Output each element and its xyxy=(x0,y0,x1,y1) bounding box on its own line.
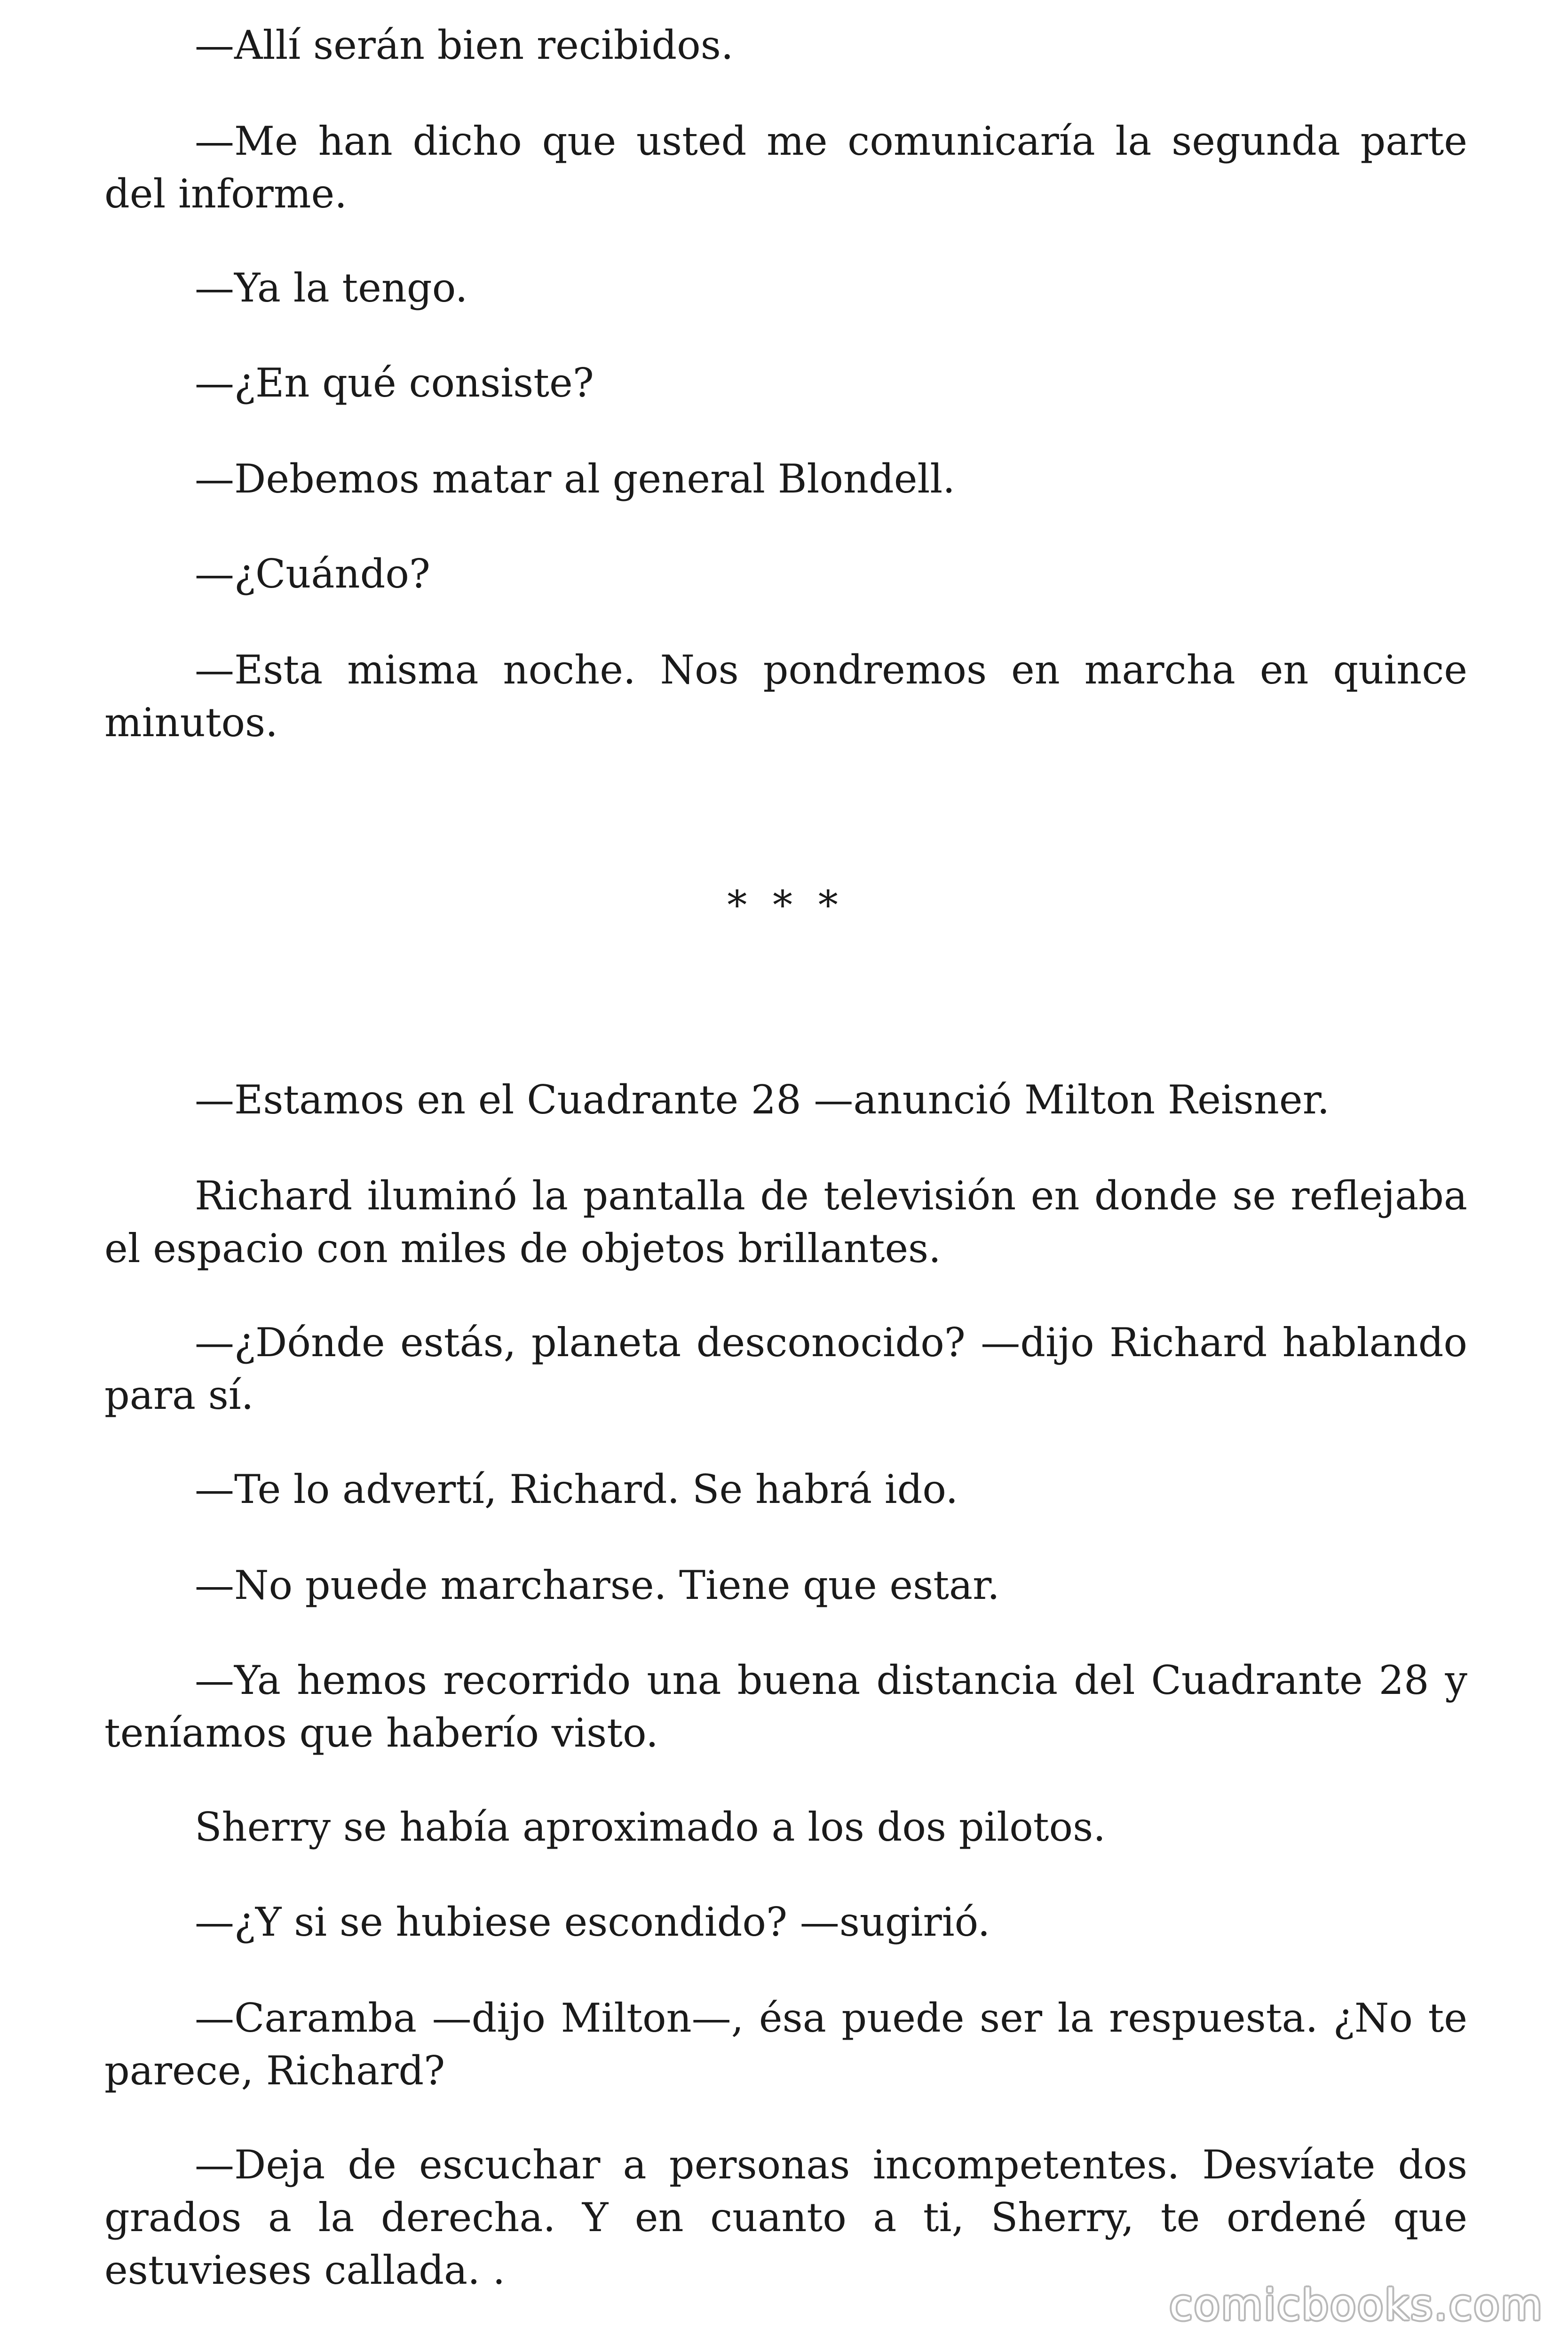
paragraph-11: —Te lo advertí, Richard. Se habrá ido. xyxy=(195,1466,958,1512)
scene-break: * * * xyxy=(727,882,845,928)
paragraph-2: —Me han dicho que usted me comunicaría la segunda parte del informe. xyxy=(104,118,1467,217)
watermark-logo: comicbooks.com xyxy=(1169,2280,1544,2330)
paragraph-14: Sherry se había aproximado a los dos pilotos. xyxy=(195,1804,1106,1850)
paragraph-3: —Ya la tengo. xyxy=(195,265,468,311)
paragraph-8: —Estamos en el Cuadrante 28 —anunció Milton Reisner. xyxy=(195,1077,1330,1123)
paragraph-6: —¿Cuándo? xyxy=(195,551,430,597)
paragraph-16: —Caramba —dijo Milton—, ésa puede ser la respuesta. ¿No te parece, Richard? xyxy=(104,1995,1467,2094)
paragraph-10: —¿Dónde estás, planeta desconocido? —dijo Richard hablando para sí. xyxy=(104,1319,1467,1418)
paragraph-5: —Debemos matar al general Blondell. xyxy=(195,456,955,502)
book-page xyxy=(104,0,1467,2352)
paragraph-9: Richard iluminó la pantalla de televisión en donde se reflejaba el espacio con miles de objetos brillantes. xyxy=(104,1173,1467,1271)
paragraph-15: —¿Y si se hubiese escondido? —sugirió. xyxy=(195,1899,990,1945)
paragraph-12: —No puede marcharse. Tiene que estar. xyxy=(195,1562,1000,1608)
paragraph-7: —Esta misma noche. Nos pondremos en marcha en quince minutos. xyxy=(104,647,1467,746)
paragraph-1: —Allí serán bien recibidos. xyxy=(195,22,734,68)
paragraph-17: —Deja de escuchar a personas incompetentes. Desvíate dos grados a la derecha. Y en cuanto a ti, Sherry, te ordené que estuvieses callada. . xyxy=(104,2142,1467,2293)
paragraph-13: —Ya hemos recorrido una buena distancia del Cuadrante 28 y teníamos que haberío visto. xyxy=(104,1657,1467,1756)
paragraph-4: —¿En qué consiste? xyxy=(195,360,594,406)
